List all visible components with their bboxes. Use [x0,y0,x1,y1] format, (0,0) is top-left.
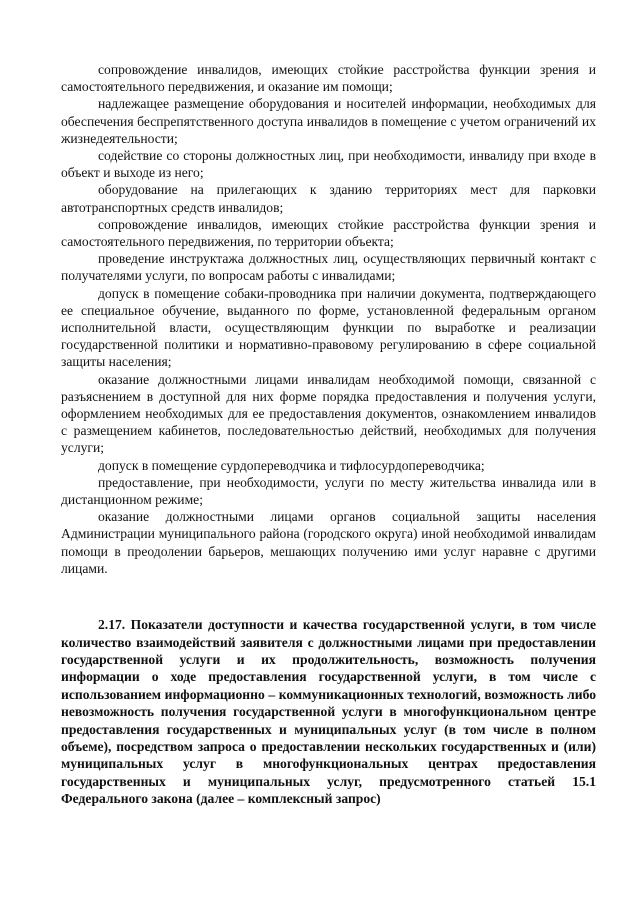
document-page [61,61,596,808]
section-heading: 2.17. Показатели доступности и качества государственной услуги, в том числе количество взаимодействий заявителя с должностными лицами при предоставлении государственной услуги и их продолжительность, возможность получения информации о ходе предоставления государственной услуги, в том числе с использованием информационно – коммуникационных технологий, возможность либо невозможность получения государственной услуги в многофункциональном центре предоставления государственных и муниципальных услуг (в том числе в полном объеме), посредством запроса о предоставлении нескольких государственных и (или) муниципальных услуг в многофункциональных центрах предоставления государственных и муниципальных услуг, предусмотренного статьей 15.1 Федерального закона (далее – комплексный запрос) [61,617,596,807]
paragraph-other-help: оказание должностными лицами органов социальной защиты населения Администрации муниципального района (городского округа) иной необходимой инвалидам помощи в преодолении барьеров, мешающих получению ими услуг наравне с другими лицами. [61,509,596,576]
section-spacer [61,577,596,616]
paragraph-parking: оборудование на прилегающих к зданию территориях мест для парковки автотранспортных средств инвалидов; [61,182,596,215]
paragraph-equipment-placement: надлежащее размещение оборудования и носителей информации, необходимых для обеспечения беспрепятственного доступа инвалидов в помещение с учетом ограничений их жизнедеятельности; [61,96,596,146]
paragraph-assist-vision: сопровождение инвалидов, имеющих стойкие расстройства функции зрения и самостоятельного передвижения, и оказание им помощи; [61,62,596,95]
paragraph-entry-assistance: содействие со стороны должностных лиц, при необходимости, инвалиду при входе в объект и выходе из него; [61,148,596,181]
paragraph-interpreter: допуск в помещение сурдопереводчика и тифлосурдопереводчика; [98,457,485,473]
paragraph-staff-briefing: проведение инструктажа должностных лиц, осуществляющих первичный контакт с получателями услуги, по вопросам работы с инвалидами; [61,251,596,284]
paragraph-staff-help: оказание должностными лицами инвалидам необходимой помощи, связанной с разъяснением в доступной для них форме порядка предоставления и получения услуги, оформлением необходимых для ее предоставления документов, ознакомлением инвалидов с размещением кабинетов, последовательностью действий, необходимых для получения услуги; [61,371,596,456]
paragraph-remote-service: предоставление, при необходимости, услуги по месту жительства инвалида или в дистанционном режиме; [61,474,596,508]
paragraph-guide-dog: допуск в помещение собаки-проводника при наличии документа, подтверждающего ее специальное обучение, выданного по форме, установленной федеральным органом исполнительной власти, осуществляющим функции по выработке и реализации государственной политики и нормативно-правовому регулированию в сфере социальной защиты населения; [61,285,596,370]
paragraph-escort-territory: сопровождение инвалидов, имеющих стойкие расстройства функции зрения и самостоятельного передвижения, по территории объекта; [61,216,596,250]
